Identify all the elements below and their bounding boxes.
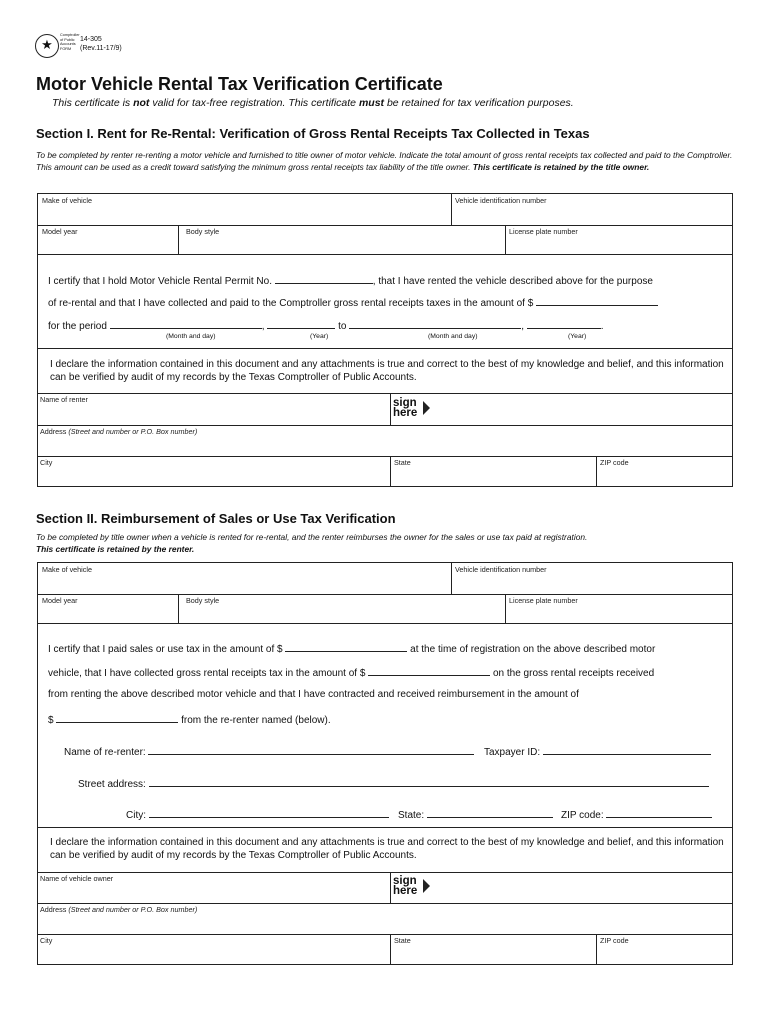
body-style-field[interactable]: Body style xyxy=(186,596,220,605)
renter-name-field[interactable]: Name of renter xyxy=(40,395,88,404)
section1-heading: Section I. Rent for Re-Rental: Verification of Gross Rental Receipts Tax Collected in Texas xyxy=(36,126,590,141)
period-start-year-input[interactable] xyxy=(267,319,335,329)
vin-field[interactable]: Vehicle identification number xyxy=(455,196,547,205)
section1-instructions: To be completed by renter re-renting a motor vehicle and furnished to title owner of motor vehicle. Indicate the total amount of gross rental receipts tax collected and paid to the Comptroller. This amount can be used as a credit toward satisfying the minimum gross rental receipts tax liability of the title owner. This certificate is retained by the title owner. xyxy=(36,150,733,172)
validity-note: This certificate is not valid for tax-free registration. This certificate must be retained for tax verification purposes. xyxy=(52,97,574,109)
owner-state-field[interactable]: State xyxy=(394,936,411,945)
renter-state-field[interactable]: State xyxy=(394,458,411,467)
owner-name-field[interactable]: Name of vehicle owner xyxy=(40,874,114,883)
renter-city-field[interactable]: City xyxy=(40,458,53,467)
page-title: Motor Vehicle Rental Tax Verification Certificate xyxy=(36,74,443,94)
sales-tax-amount-input[interactable] xyxy=(285,642,407,652)
period-end-year-input[interactable] xyxy=(527,319,601,329)
agency-name: Comptroller of Public Accounts FORM xyxy=(60,33,80,51)
sign-here-marker: sign here xyxy=(393,875,418,897)
zip-line: ZIP code: xyxy=(561,808,712,821)
period-start-month-day-hint: (Month and day) xyxy=(166,333,216,340)
renter-address-field[interactable]: Address (Street and number or P.O. Box number) xyxy=(40,427,198,436)
section2-instructions: To be completed by title owner when a vehicle is rented for re-rental, and the renter reimburses the owner for the sales or use tax paid at registration. This certificate is retained by the renter. xyxy=(36,532,588,554)
owner-city-field[interactable]: City xyxy=(40,936,53,945)
form-revision: (Rev.11-17/9) xyxy=(80,45,122,52)
form-number: 14-305 xyxy=(80,36,102,43)
reimbursement-line-1: I certify that I paid sales or use tax in the amount of $ at the time of registration on the above described motor xyxy=(48,644,656,655)
permit-number-input[interactable] xyxy=(275,274,373,284)
street-address-line: Street address: xyxy=(78,777,709,790)
rental-tax-amount-input[interactable] xyxy=(368,666,490,676)
period-start-year-hint: (Year) xyxy=(310,333,329,340)
section2-heading: Section II. Reimbursement of Sales or Use Tax Verification xyxy=(36,511,396,526)
rerenter-name-line: Name of re-renter: xyxy=(64,745,474,758)
section1-declaration: I declare the information contained in this document and any attachments is true and correct to the best of my knowledge and belief, and this information can be verified by audit of my records by the Texas Comptroller of Public Accounts. xyxy=(50,359,724,383)
section2-form xyxy=(37,562,733,965)
body-style-field[interactable]: Body style xyxy=(186,227,220,236)
state-line: State: xyxy=(398,808,553,821)
owner-zip-field[interactable]: ZIP code xyxy=(600,936,629,945)
reimbursement-line-3: from renting the above described motor vehicle and that I have contracted and received reimbursement in the amount of xyxy=(48,689,579,700)
reimbursement-amount-input[interactable] xyxy=(56,713,178,723)
certify-line-2: of re-rental and that I have collected and paid to the Comptroller gross rental receipts taxes in the amount of $ xyxy=(48,296,658,309)
sign-here-marker: sign here xyxy=(393,397,418,419)
license-plate-field[interactable]: License plate number xyxy=(509,227,578,236)
street-address-input[interactable] xyxy=(149,777,709,787)
period-line: for the period , to , . xyxy=(48,321,604,332)
period-start-month-day-input[interactable] xyxy=(110,319,262,329)
sign-arrow-icon xyxy=(423,879,430,893)
tax-amount-input[interactable] xyxy=(536,296,658,306)
rerenter-name-input[interactable] xyxy=(148,745,474,755)
period-end-month-day-input[interactable] xyxy=(349,319,521,329)
sign-arrow-icon xyxy=(423,401,430,415)
form-number-block xyxy=(80,35,122,53)
make-of-vehicle-field[interactable]: Make of vehicle xyxy=(42,565,92,574)
state-input[interactable] xyxy=(427,808,553,818)
section1-form xyxy=(37,193,733,487)
taxpayer-id-line: Taxpayer ID: xyxy=(484,745,711,758)
zip-input[interactable] xyxy=(606,808,712,818)
period-end-year-hint: (Year) xyxy=(568,333,587,340)
period-end-month-day-hint: (Month and day) xyxy=(428,333,478,340)
section2-declaration: I declare the information contained in this document and any attachments is true and correct to the best of my knowledge and belief, and this information can be verified by audit of my records by the Texas Comptroller of Public Accounts. xyxy=(50,837,724,861)
city-line: City: xyxy=(126,808,389,821)
model-year-field[interactable]: Model year xyxy=(42,227,78,236)
taxpayer-id-input[interactable] xyxy=(543,745,711,755)
license-plate-field[interactable]: License plate number xyxy=(509,596,578,605)
model-year-field[interactable]: Model year xyxy=(42,596,78,605)
city-input[interactable] xyxy=(149,808,389,818)
make-of-vehicle-field[interactable]: Make of vehicle xyxy=(42,196,92,205)
reimbursement-line-2: vehicle, that I have collected gross rental receipts tax in the amount of $ on the gross rental receipts received xyxy=(48,668,655,679)
renter-zip-field[interactable]: ZIP code xyxy=(600,458,629,467)
certify-line-1: I certify that I hold Motor Vehicle Rental Permit No. , that I have rented the vehicle described above for the purpose xyxy=(48,276,653,287)
owner-address-field[interactable]: Address (Street and number or P.O. Box number) xyxy=(40,905,198,914)
reimbursement-line-4: $ from the re-renter named (below). xyxy=(48,715,331,726)
comptroller-seal-icon: ★ xyxy=(35,34,59,58)
vin-field[interactable]: Vehicle identification number xyxy=(455,565,547,574)
